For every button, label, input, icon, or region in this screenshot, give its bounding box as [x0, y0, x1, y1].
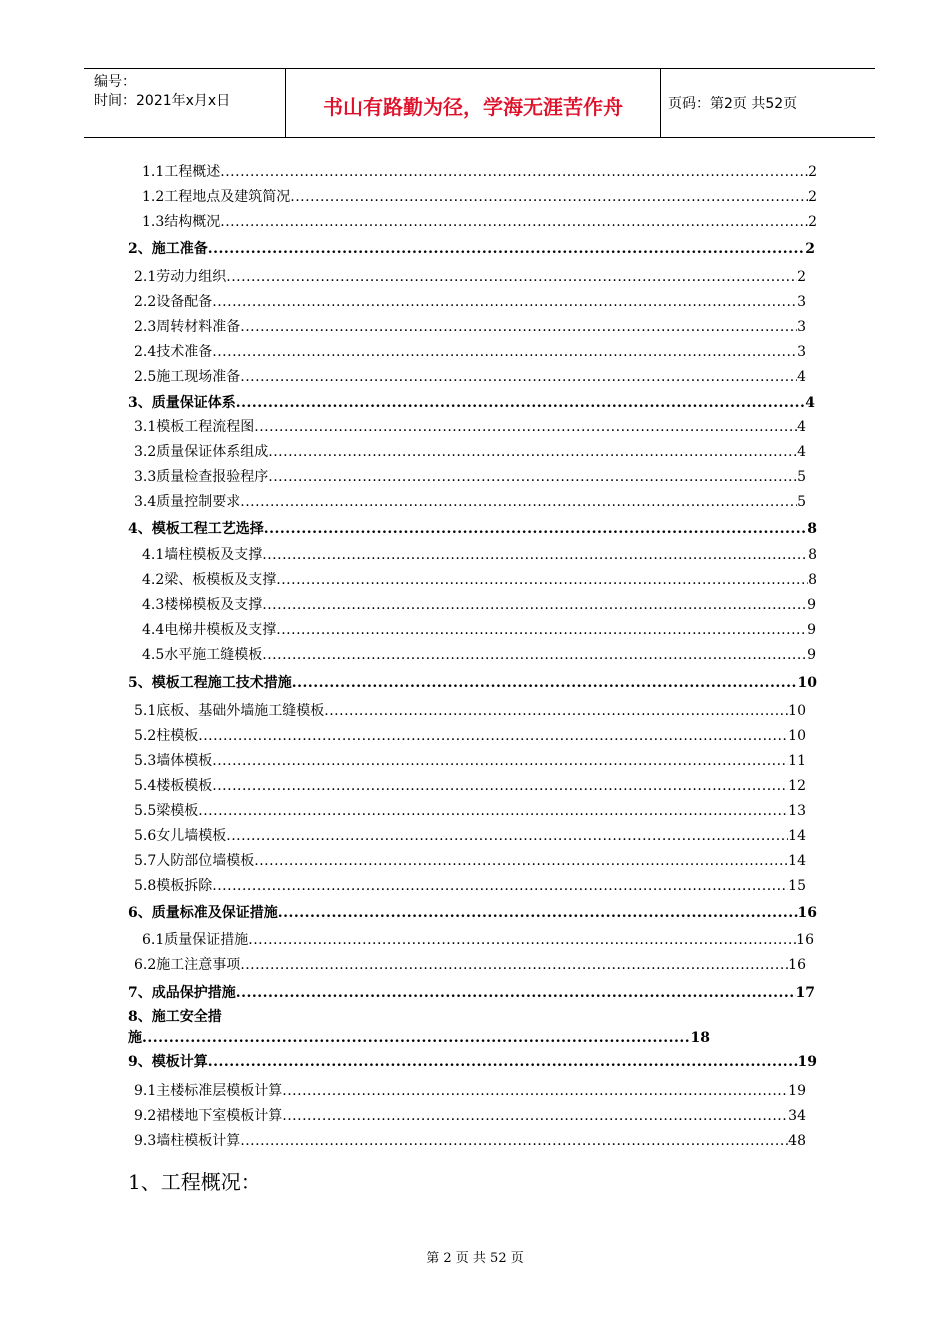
toc-entry[interactable]: 1.1工程概述 ..... 2: [142, 162, 817, 182]
toc-entry[interactable]: 6.1质量保证措施 ..... 16: [142, 930, 814, 950]
toc-entry[interactable]: 6.2施工注意事项 ..... 16: [134, 955, 806, 975]
toc-entry[interactable]: 5.5梁模板 ..... 13: [134, 801, 806, 821]
document-time-label: 时间：2021年x月x日: [94, 93, 231, 109]
page-header: [84, 68, 875, 138]
toc-entry[interactable]: 4.5水平施工缝模板 ..... 9: [142, 645, 816, 665]
toc-entry[interactable]: 1.3结构概况 ..... 2: [142, 212, 817, 232]
toc-entry[interactable]: 1.2工程地点及建筑简况 ..... 2: [142, 187, 817, 207]
toc-entry[interactable]: 2.5施工现场准备 ..... 4: [134, 367, 806, 387]
header-motto: 书山有路勤为径，学海无涯苦作舟: [323, 95, 623, 119]
toc-entry[interactable]: 4.3楼梯模板及支撑 ..... 9: [142, 595, 816, 615]
toc-entry[interactable]: 4.4电梯井模板及支撑 ..... 9: [142, 620, 816, 640]
toc-entry[interactable]: 5.2柱模板 ..... 10: [134, 726, 806, 746]
toc-entry[interactable]: 3.4质量控制要求 ..... 5: [134, 492, 806, 512]
toc-entry[interactable]: 2.3周转材料准备 ..... 3: [134, 317, 806, 337]
toc-entry[interactable]: 5.7人防部位墙模板 ..... 14: [134, 851, 806, 871]
toc-chapter[interactable]: 6、质量标准及保证措施 ..... 16: [128, 903, 817, 923]
header-divider: [660, 69, 661, 137]
toc-entry[interactable]: 9.1主楼标准层模板计算 ..... 19: [134, 1081, 806, 1101]
toc-chapter[interactable]: 5、模板工程施工技术措施 ..... 10: [128, 673, 817, 693]
toc-entry[interactable]: 2.4技术准备 ..... 3: [134, 342, 806, 362]
toc-chapter[interactable]: 9、模板计算 ..... 19: [128, 1052, 817, 1072]
toc-chapter[interactable]: 4、模板工程工艺选择 ..... 8: [128, 519, 817, 539]
toc-entry[interactable]: 3.2质量保证体系组成 ..... 4: [134, 442, 806, 462]
document-number-label: 编号：: [94, 74, 136, 90]
toc-entry[interactable]: 2.2设备配备 ..... 3: [134, 292, 806, 312]
toc-entry[interactable]: 4.1墙柱模板及支撑 ..... 8: [142, 545, 817, 565]
toc-entry[interactable]: 3.3质量检查报验程序 ..... 5: [134, 467, 806, 487]
toc-chapter[interactable]: 2、施工准备 ..... 2: [128, 239, 815, 259]
toc-entry[interactable]: 5.8模板拆除 ..... 15: [134, 876, 806, 896]
toc-chapter[interactable]: 3、质量保证体系 ..... 4: [128, 393, 815, 413]
page-footer: 第 2 页 共 52 页: [426, 1251, 524, 1266]
toc-entry[interactable]: 3.1模板工程流程图 ..... 4: [134, 417, 806, 437]
toc-chapter-title[interactable]: 8、施工安全措: [128, 1009, 222, 1025]
toc-chapter[interactable]: 施 ..... 18: [128, 1028, 710, 1048]
toc-entry[interactable]: 5.6女儿墙模板 ..... 14: [134, 826, 806, 846]
toc-chapter[interactable]: 7、成品保护措施 ..... 17: [128, 983, 815, 1003]
toc-entry[interactable]: 5.4楼板模板 ..... 12: [134, 776, 806, 796]
toc-entry[interactable]: 9.2裙楼地下室模板计算 ..... 34: [134, 1106, 806, 1126]
section-heading: 1、工程概况：: [128, 1170, 261, 1194]
toc-entry[interactable]: 9.3墙柱模板计算 ..... 48: [134, 1131, 806, 1151]
toc-entry[interactable]: 5.1底板、基础外墙施工缝模板 ..... 10: [134, 701, 806, 721]
toc-entry[interactable]: 2.1劳动力组织 ..... 2: [134, 267, 806, 287]
toc-entry[interactable]: 5.3墙体模板 ..... 11: [134, 751, 806, 771]
header-page-info: 页码：第2页 共52页: [668, 96, 798, 112]
toc-entry[interactable]: 4.2梁、板模板及支撑 ..... 8: [142, 570, 817, 590]
header-meta: [94, 73, 230, 111]
